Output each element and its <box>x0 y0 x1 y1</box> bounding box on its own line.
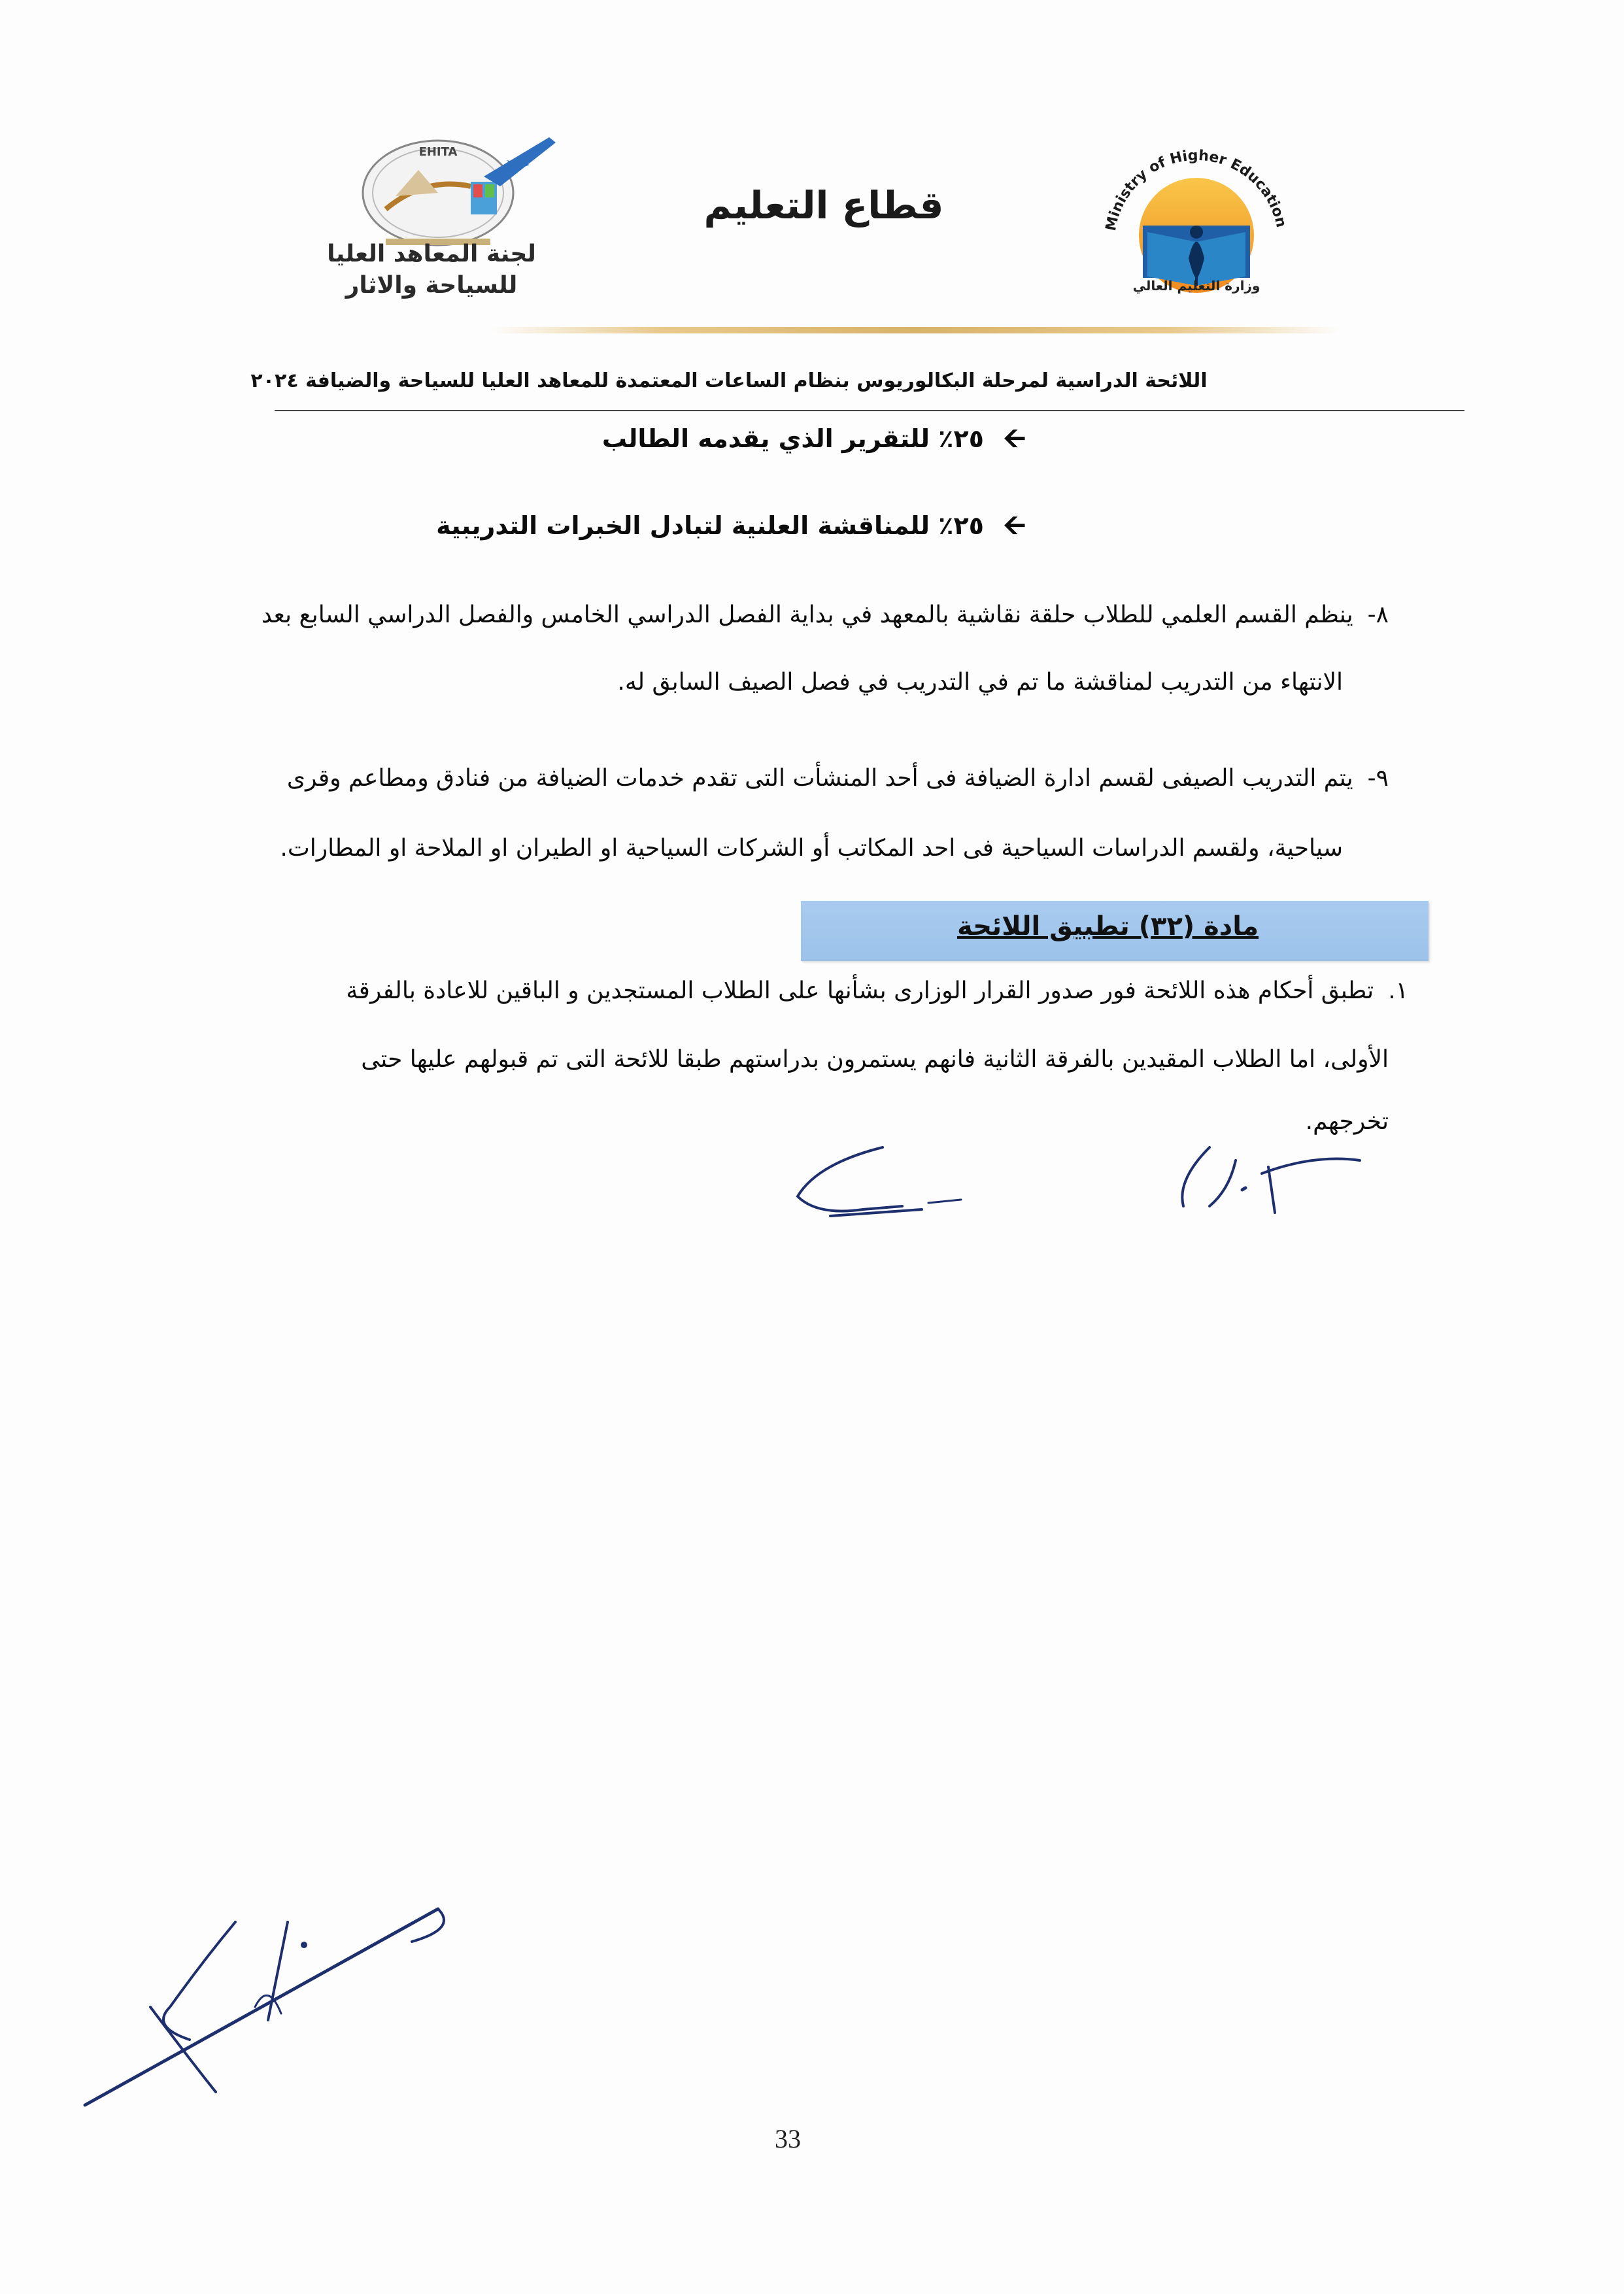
article-heading-box <box>801 901 1429 961</box>
signature-1 <box>791 1138 987 1223</box>
bullet-text: ٢٥٪ للمناقشة العلنية لتبادل الخبرات التدريبية <box>436 511 984 540</box>
bullet-text: ٢٥٪ للتقرير الذي يقدمه الطالب <box>601 424 984 453</box>
article-title: مادة (٣٢) تطبيق اللائحة <box>956 911 1259 941</box>
ehita-caption-line1: لجنة المعاهد العليا <box>327 241 536 267</box>
bullet-item <box>436 505 1026 552</box>
item-text: تطبق أحكام هذه اللائحة فور صدور القرار الوزارى بشأنها على الطلاب المستجدين و الباقين للاعادة بالفرقة <box>346 977 1374 1004</box>
item-number: ٩- <box>1367 765 1389 792</box>
svg-text:EHITA: EHITA <box>418 145 458 159</box>
ehita-caption <box>281 239 582 301</box>
signature-2 <box>1164 1128 1373 1226</box>
item-number: ١. <box>1388 977 1408 1004</box>
paragraph-line: الأولى، اما الطلاب المقيدين بالفرقة الثانية فانهم يستمرون بدراستهم طبقا للائحة التى تم قبولهم عليها حتى <box>361 1046 1389 1073</box>
paragraph-line: سياحية، ولقسم الدراسات السياحية فى احد المكاتب أو الشركات السياحية او الطيران او الملاحة او المطارات. <box>280 835 1343 862</box>
paragraph-line <box>346 977 1408 1004</box>
gold-divider <box>490 327 1340 333</box>
header-rule <box>275 410 1464 411</box>
paragraph-line: تخرجهم. <box>1305 1108 1389 1135</box>
regulation-header: اللائحة الدراسية لمرحلة البكالوريوس بنظام الساعات المعتمدة للمعاهد العليا للسياحة والضيافة ٢٠٢٤ <box>250 369 1208 392</box>
arrow-left-icon: 🡨 <box>1003 422 1026 454</box>
paragraph-line: الانتهاء من التدريب لمناقشة ما تم في التدريب في فصل الصيف السابق له. <box>617 669 1343 696</box>
page-number: 33 <box>775 2124 801 2153</box>
paragraph-line <box>262 601 1389 628</box>
arrow-left-icon: 🡨 <box>1003 509 1026 541</box>
ministry-caption: وزارة التعليم العالي <box>1132 278 1260 294</box>
item-text: يتم التدريب الصيفى لقسم ادارة الضيافة فى أحد المنشأت التى تقدم خدمات الضيافة من فنادق ومطاعم وقرى <box>286 765 1353 792</box>
sector-title: قطاع التعليم <box>703 183 944 228</box>
svg-text:Ministry of Higher Education: Ministry of Higher Education <box>1102 147 1289 233</box>
ehita-caption-line2: للسياحة والاثار <box>345 272 518 299</box>
item-number: ٨- <box>1367 601 1389 628</box>
signature-3 <box>72 1883 464 2118</box>
paragraph-line <box>287 765 1389 792</box>
item-text: ينظم القسم العلمي للطلاب حلقة نقاشية بالمعهد في بداية الفصل الدراسي الخامس والفصل الدراسي السابع بعد <box>261 601 1353 628</box>
bullet-item <box>602 418 1026 465</box>
